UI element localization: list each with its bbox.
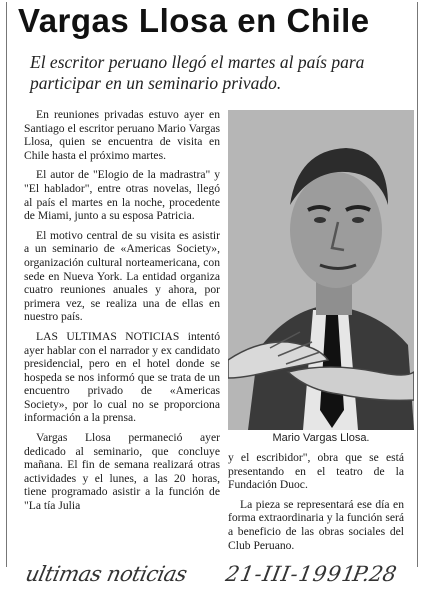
paragraph: El autor de "Elogio de la madrastra" y "El hablador", entre otras novelas, llegó al país el martes en la noche, procedente de Miami, junto a su esposa Patricia. bbox=[24, 168, 220, 223]
paragraph: El motivo central de su visita es asistir a un seminario de «Americas Society», organización cultural norteamericana, con sede en Nueva York. La entidad organiza cuatro reuniones anuales y ahora, por primera vez, se realiza una de ellas en nuestro país. bbox=[24, 228, 220, 324]
handwritten-date: 21-III-1991 bbox=[223, 562, 359, 586]
paragraph: La pieza se representará ese día en forma extraordinaria y la función será a beneficio de las obras sociales del Club Peruano. bbox=[228, 497, 404, 552]
article-body-left-column bbox=[24, 108, 220, 519]
article-subheadline: El escritor peruano llegó el martes al país para participar en un seminario privado. bbox=[30, 52, 365, 93]
paragraph: En reuniones privadas estuvo ayer en Santiago el escritor peruano Mario Vargas Llosa, quien se encuentra de visita en Chile hasta el próximo martes. bbox=[24, 108, 220, 162]
paragraph: Vargas Llosa permaneció ayer dedicado al seminario, que concluye mañana. El fin de semana realizará otras actividades y el lunes, a las 20 horas, tiene programado asistir a la función de "La tía Julia bbox=[24, 431, 220, 513]
author-portrait-illustration bbox=[228, 110, 414, 430]
handwritten-annotation bbox=[18, 560, 413, 596]
article-headline: Vargas Llosa en Chile bbox=[18, 2, 370, 39]
photo-caption: Mario Vargas Llosa. bbox=[272, 432, 370, 444]
author-photo bbox=[228, 110, 414, 430]
article-body-right-column bbox=[228, 451, 404, 558]
handwritten-page: P.28 bbox=[350, 562, 399, 586]
paragraph: y el escribidor", obra que se está presentando en el teatro de la Fundación Duoc. bbox=[228, 451, 404, 492]
paragraph: LAS ULTIMAS NOTICIAS intentó ayer hablar con el narrador y ex candidato presidencial, pero en el hotel donde se hospeda se nos informó que se trata de un encuentro privado de «Americas Society», por lo cual no se proporciona información a la prensa. bbox=[24, 329, 220, 425]
handwritten-source: ultimas noticias bbox=[23, 562, 189, 586]
